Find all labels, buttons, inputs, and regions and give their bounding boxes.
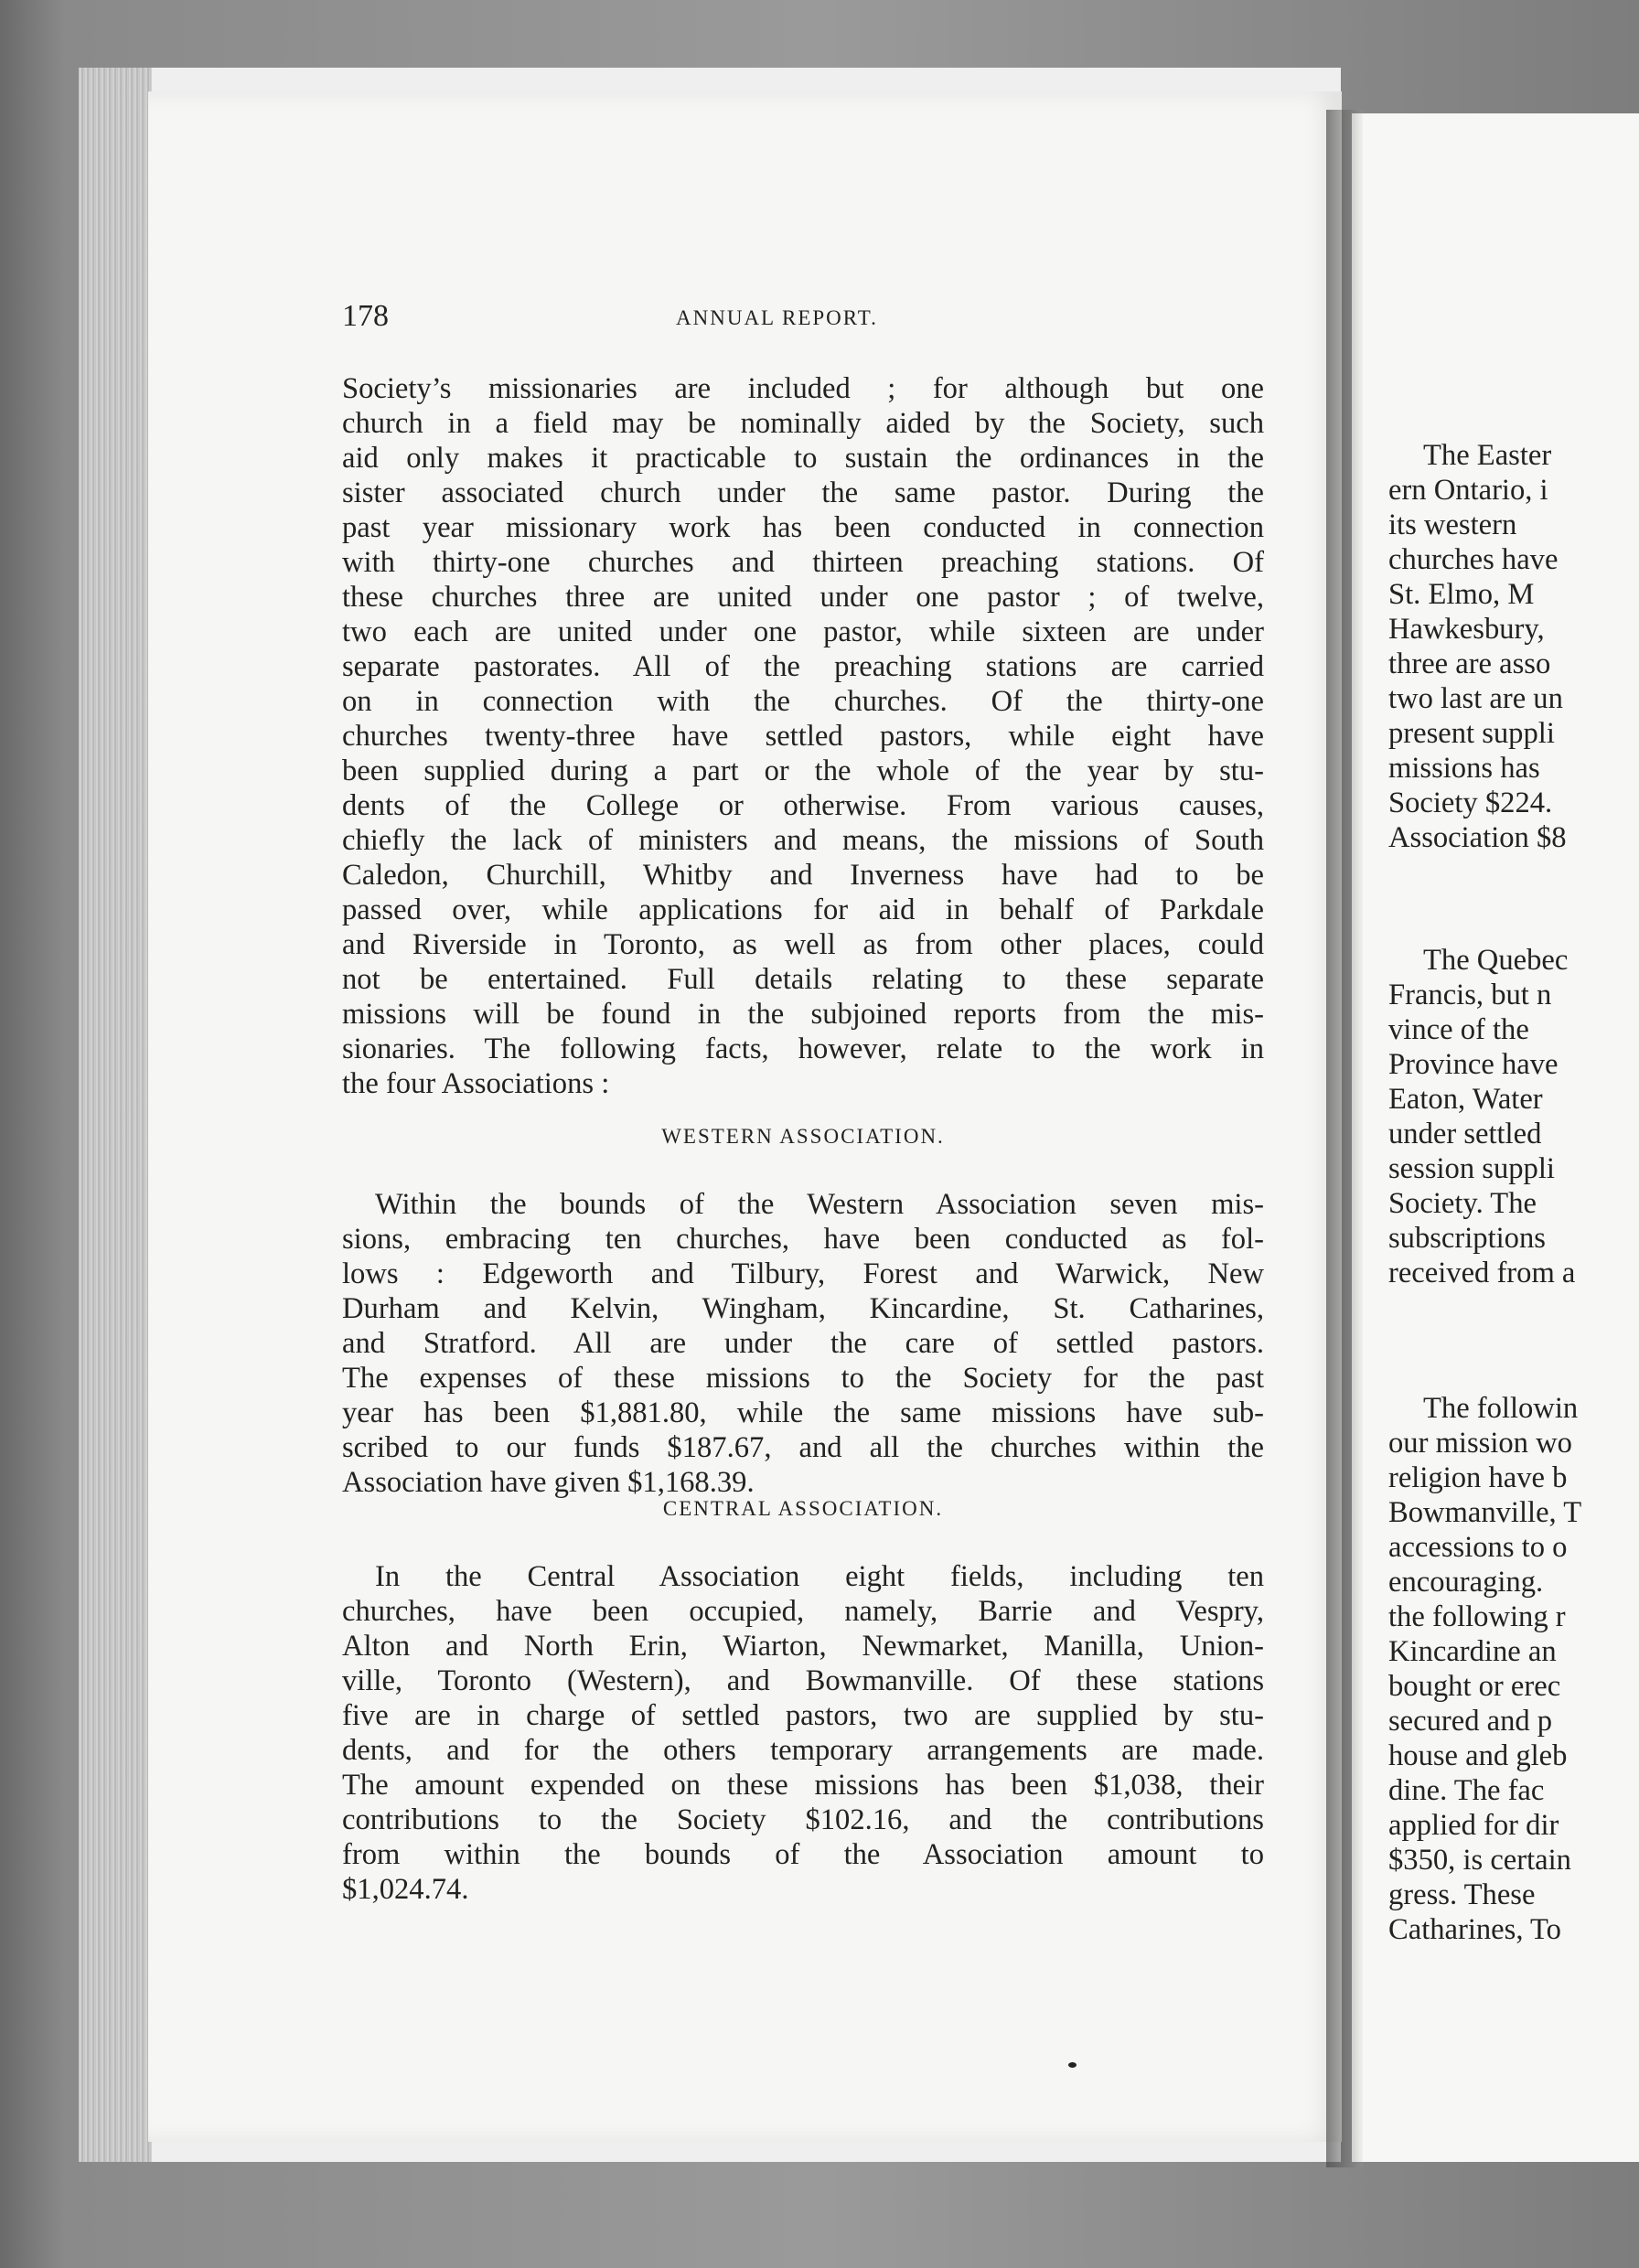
- paragraph-intro: [342, 371, 1264, 1101]
- text-line: Bowmanville, T: [1388, 1496, 1582, 1529]
- text-line: churches twenty-three have settled pastors, while eight have: [342, 720, 1264, 753]
- page-number: 178: [342, 299, 389, 333]
- text-line: the four Associations :: [342, 1067, 610, 1100]
- text-line: with thirty-one churches and thirteen preaching stations. Of: [342, 546, 1264, 579]
- text-line: dine. The fac: [1388, 1774, 1545, 1807]
- text-line: missions has: [1388, 752, 1540, 785]
- text-line: Society. The: [1388, 1187, 1537, 1220]
- text-line: house and gleb: [1388, 1739, 1568, 1772]
- text-line: Society’s missionaries are included ; for although but one: [342, 372, 1264, 405]
- text-line: Eaton, Water: [1388, 1083, 1543, 1116]
- text-line: bought or erec: [1388, 1670, 1561, 1703]
- text-line: dents, and for the others temporary arrangements are made.: [342, 1734, 1264, 1767]
- text-line: two last are un: [1388, 682, 1563, 715]
- text-line: two each are united under one pastor, while sixteen are under: [342, 615, 1264, 648]
- text-line: secured and p: [1388, 1705, 1553, 1738]
- text-line: Francis, but n: [1388, 979, 1552, 1011]
- text-line: passed over, while applications for aid in behalf of Parkdale: [342, 893, 1264, 926]
- text-line: missions will be found in the subjoined reports from the mis-: [342, 998, 1264, 1031]
- text-line: Alton and North Erin, Wiarton, Newmarket, Manilla, Union-: [342, 1630, 1264, 1663]
- gutter: [1326, 110, 1363, 2167]
- text-line: lows : Edgeworth and Tilbury, Forest and Warwick, New: [342, 1257, 1264, 1290]
- text-line: religion have b: [1388, 1461, 1568, 1494]
- text-line: contributions to the Society $102.16, and the contributions: [342, 1803, 1264, 1836]
- right-block-3: [1388, 1391, 1639, 1947]
- text-line: five are in charge of settled pastors, two are supplied by stu-: [342, 1699, 1264, 1732]
- text-line: Hawkesbury,: [1388, 613, 1545, 646]
- text-line: St. Elmo, M: [1388, 578, 1535, 611]
- text-line: Society $224.: [1388, 786, 1553, 819]
- text-line: The followin: [1423, 1392, 1579, 1425]
- text-line: $1,024.74.: [342, 1873, 469, 1906]
- text-line: its western: [1388, 508, 1517, 541]
- text-line: present suppli: [1388, 717, 1555, 750]
- text-line: scribed to our funds $187.67, and all the churches within the: [342, 1431, 1264, 1464]
- text-line: ville, Toronto (Western), and Bowmanville. Of these stations: [342, 1664, 1264, 1697]
- text-line: separate pastorates. All of the preaching stations are carried: [342, 650, 1264, 683]
- text-line: these churches three are united under one pastor ; of twelve,: [342, 581, 1264, 614]
- text-line: Province have: [1388, 1048, 1559, 1081]
- text-line: our mission wo: [1388, 1427, 1572, 1460]
- text-line: past year missionary work has been conducted in connection: [342, 511, 1264, 544]
- text-line: gress. These: [1388, 1878, 1536, 1911]
- paragraph-western: [342, 1187, 1264, 1500]
- text-line: chiefly the lack of ministers and means, the missions of South: [342, 824, 1264, 857]
- text-line: Kincardine an: [1388, 1635, 1557, 1668]
- ink-dot: [1068, 2062, 1077, 2068]
- text-line: Association have given $1,168.39.: [342, 1466, 755, 1499]
- text-line: and Stratford. All are under the care of settled pastors.: [342, 1327, 1264, 1360]
- text-line: dents of the College or otherwise. From various causes,: [342, 789, 1264, 822]
- right-page: [1352, 113, 1639, 2162]
- page-header: [342, 299, 1257, 336]
- text-line: Durham and Kelvin, Wingham, Kincardine, St. Catharines,: [342, 1292, 1264, 1325]
- text-line: encouraging.: [1388, 1566, 1544, 1599]
- text-line: from within the bounds of the Association amount to: [342, 1838, 1264, 1871]
- running-head: ANNUAL REPORT.: [676, 306, 878, 329]
- text-line: church in a field may be nominally aided by the Society, such: [342, 407, 1264, 440]
- text-line: on in connection with the churches. Of the thirty-one: [342, 685, 1264, 718]
- text-line: received from a: [1388, 1257, 1576, 1289]
- text-line: applied for dir: [1388, 1809, 1559, 1842]
- text-line: Association $8: [1388, 821, 1567, 854]
- text-line: Within the bounds of the Western Association seven mis-: [375, 1188, 1264, 1221]
- section-title-central: CENTRAL ASSOCIATION.: [662, 1497, 944, 1520]
- paragraph-central: [342, 1559, 1264, 1907]
- text-line: In the Central Association eight fields, including ten: [375, 1560, 1264, 1593]
- right-block-2: [1388, 943, 1639, 1290]
- text-line: ern Ontario, i: [1388, 474, 1548, 507]
- text-line: sionaries. The following facts, however, relate to the work in: [342, 1032, 1264, 1065]
- text-line: three are asso: [1388, 647, 1551, 680]
- text-line: churches, have been occupied, namely, Barrie and Vespry,: [342, 1595, 1264, 1628]
- text-line: and Riverside in Toronto, as well as from other places, could: [342, 928, 1264, 961]
- text-line: year has been $1,881.80, while the same missions have sub-: [342, 1396, 1264, 1429]
- text-line: sister associated church under the same pastor. During the: [342, 476, 1264, 509]
- text-line: Caledon, Churchill, Whitby and Inverness have had to be: [342, 859, 1264, 892]
- text-line: subscriptions: [1388, 1222, 1546, 1255]
- page-edges: [79, 68, 152, 2162]
- section-title-western: WESTERN ASSOCIATION.: [661, 1125, 945, 1148]
- text-line: not be entertained. Full details relating to these separate: [342, 963, 1264, 996]
- text-line: The Easter: [1423, 439, 1552, 472]
- text-line: churches have: [1388, 543, 1559, 576]
- text-line: accessions to o: [1388, 1531, 1568, 1564]
- text-line: session suppli: [1388, 1152, 1555, 1185]
- text-line: the following r: [1388, 1600, 1566, 1633]
- text-line: vince of the: [1388, 1013, 1529, 1046]
- right-block-1: [1388, 438, 1639, 855]
- text-line: The expenses of these missions to the Society for the past: [342, 1362, 1264, 1395]
- text-line: The Quebec: [1423, 944, 1569, 977]
- text-line: sions, embracing ten churches, have been conducted as fol-: [342, 1223, 1264, 1256]
- text-line: The amount expended on these missions has been $1,038, their: [342, 1769, 1264, 1802]
- text-line: $350, is certain: [1388, 1844, 1571, 1877]
- text-line: been supplied during a part or the whole of the year by stu-: [342, 754, 1264, 787]
- text-line: under settled: [1388, 1118, 1542, 1150]
- text-line: aid only makes it practicable to sustain the ordinances in the: [342, 442, 1264, 475]
- text-line: Catharines, To: [1388, 1913, 1561, 1946]
